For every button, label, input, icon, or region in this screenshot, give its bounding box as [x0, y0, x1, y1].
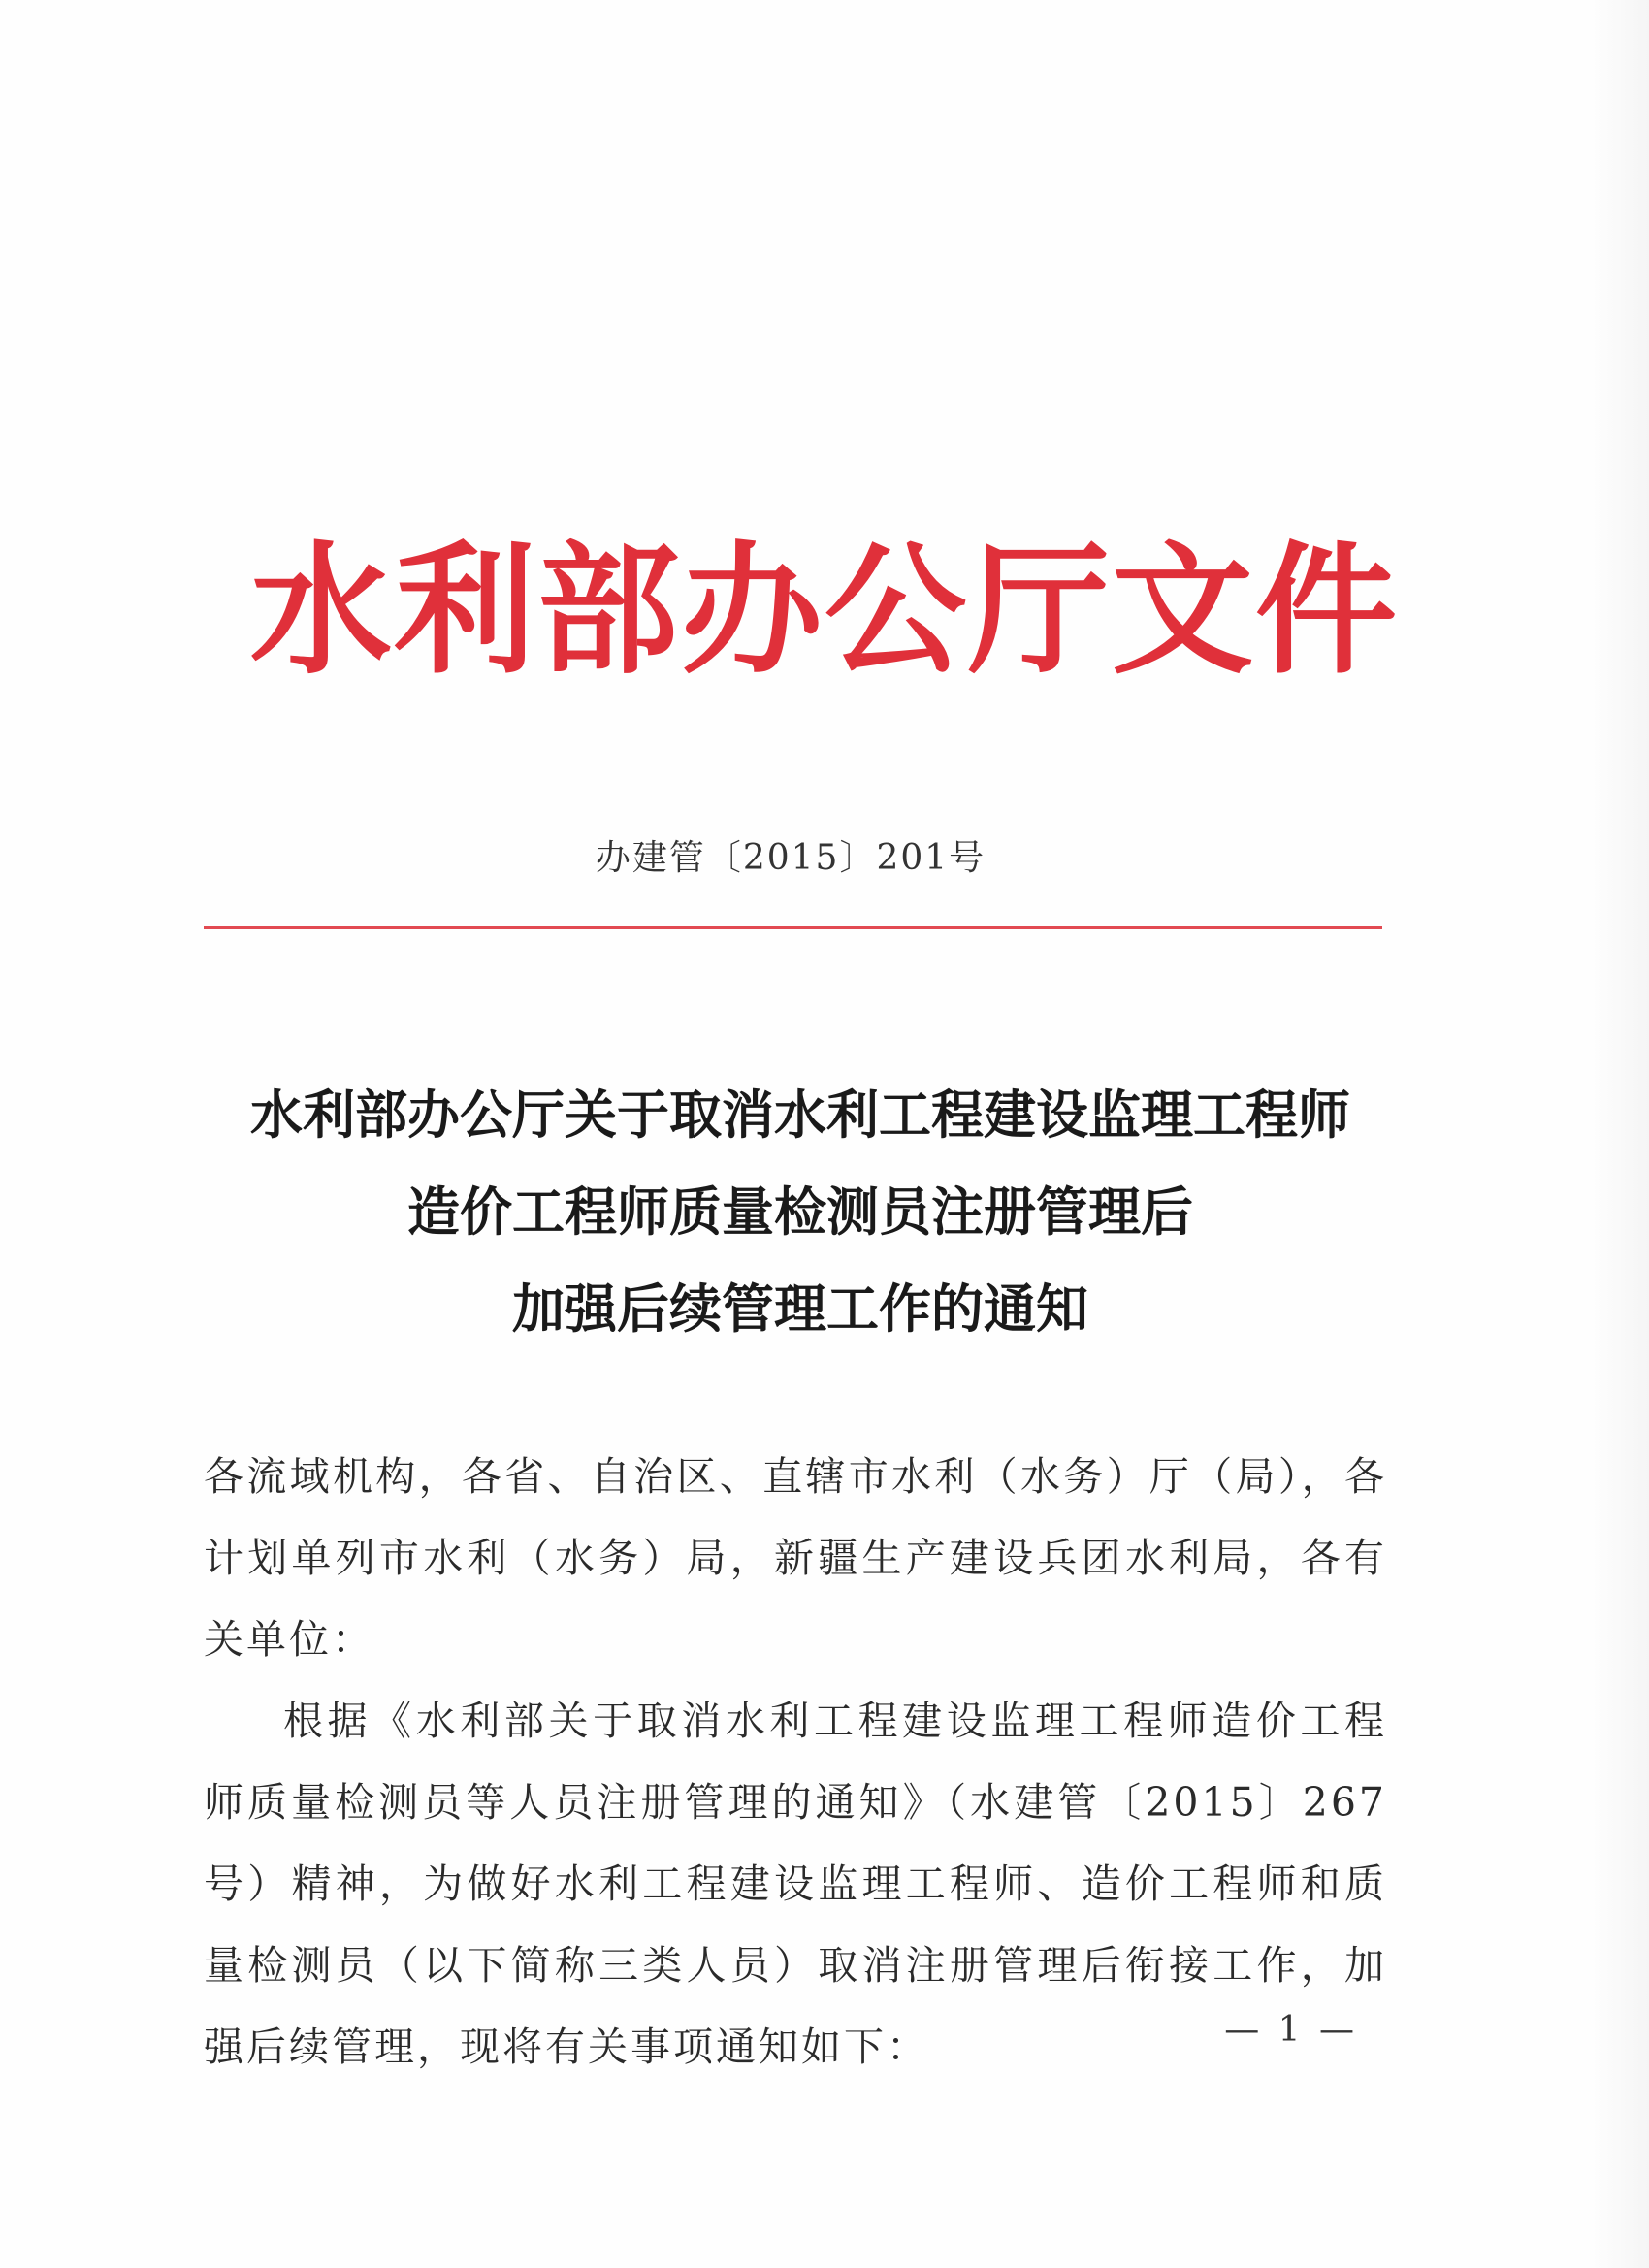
notice-title-line-2: 造价工程师质量检测员注册管理后 — [407, 1182, 1193, 1243]
issuer-header: 水利部办公厅文件 — [250, 529, 1399, 694]
notice-title — [146, 1067, 1455, 1358]
notice-title-line-1: 水利部办公厅关于取消水利工程建设监理工程师 — [250, 1085, 1350, 1146]
addressees: 各流域机构，各省、自治区、直辖市水利（水务）厅（局），各计划单列市水利（水务）局，新疆生产建设兵团水利局，各有关单位： — [204, 1453, 1387, 1663]
paragraph-1: 根据《水利部关于取消水利工程建设监理工程师造价工程师质量检测员等人员注册管理的通知》（水建管〔2015〕267号）精神，为做好水利工程建设监理工程师、造价工程师和质量检测员（以下简称三类人员）取消注册管理后衔接工作，加强后续管理，现将有关事项通知如下： — [204, 1698, 1387, 2070]
page-number: — 1 — — [1224, 2010, 1358, 2050]
body-text — [204, 1436, 1387, 2088]
red-divider-line — [204, 926, 1382, 929]
scan-edge-shadow — [1591, 0, 1649, 2268]
notice-title-line-3: 加强后续管理工作的通知 — [512, 1279, 1088, 1340]
document-number: 办建管〔2015〕201号 — [595, 838, 986, 878]
